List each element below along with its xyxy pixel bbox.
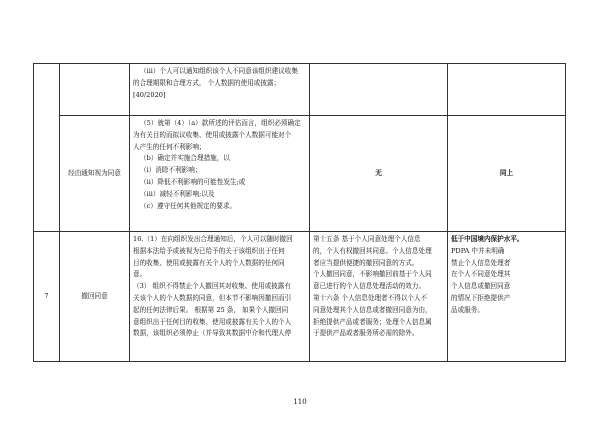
note-line: 个人信息或撤回同意 [451,282,511,291]
comparison-note-cell: 同上 [448,116,566,232]
row-title-cell: 经由通知视为同意 [60,116,130,232]
provision-line: 为有关目的而拟议收集、使用或披露个人数据可能对个 [133,130,292,139]
provision-line: 16.（1）在向组织发出合理通知后，个人可以随时撤回 [133,235,293,243]
row-number-cell: 7 [34,232,60,362]
comparison-note-cell [448,232,566,362]
provision-line: 第十六条 个人信息处理者不得以个人不 [313,293,428,302]
singapore-provision-cell [130,232,310,362]
provision-line: （ii）降低不利影响的可能性发生;或 [140,177,246,186]
china-provision-cell [310,232,448,362]
provision-line: 拒绝提供产品或者服务；处理个人信息属 [313,317,432,326]
note-line: 禁止个人信息处理者 [451,258,511,267]
provision-line: 于提供产品或者服务所必需的除外。 [313,329,419,338]
provision-line: 关该个人的个人数据的同意，但本节不影响因撤回而引 [133,293,292,302]
provision-line: （iii）减轻不利影响;以及 [140,189,215,198]
table-row [34,232,566,362]
note-emphasis: 低于中国境内保护水平。 [451,235,524,243]
provision-line: 目的收集、使用或披露有关个人的个人数据的任何同 [133,258,285,267]
provision-line: （5）就第（4）（a）款所述的评估而言，组织必须确定 [140,119,301,127]
provision-line: 人产生的任何不利影响； [133,142,206,151]
provision-line: （i）消除不利影响； [140,166,202,175]
provision-line: 意组织出于任何目的收集、使用或披露有关个人的个人 [133,317,292,326]
provision-line: 个人撤回同意，不影响撤回前基于个人同 [313,270,432,279]
provision-line: 起的任何法律后果。 根据第 25 条， 如果个人撤回同 [133,305,289,314]
provision-line: （3） 组织不得禁止个人撤回其对收集、使用或披露有 [133,282,291,291]
table-row [34,64,566,116]
provision-line: [40/2020] [133,90,166,99]
provision-line: （b）确定并实施合理措施，以 [140,154,230,163]
provision-line: 的，个人有权撤回其同意。个人信息处理 [313,246,432,255]
singapore-provision-cell [130,64,310,116]
singapore-provision-cell [130,116,310,232]
provision-line: 意已进行的个人信息处理活动的效力。 [313,282,426,291]
note-line: PDPA 中并未明确 [451,246,505,255]
provision-line: 根据本法给予或被视为已给予的关于该组织出于任何 [133,246,285,255]
provision-line: 数据，该组织必须停止（并导致其数据中介和代理人停 [133,329,292,338]
provision-line: 同意处理其个人信息或者撤回同意为由， [313,305,432,314]
page-number: 110 [293,398,307,406]
row-title-cell [60,64,130,116]
table-row [34,116,566,232]
note-line: 品或服务。 [451,305,484,314]
note-line: 在个人不同意处理其 [451,270,511,279]
china-provision-cell: 无 [310,116,448,232]
china-provision-cell [310,64,448,116]
provision-line: 第十五条 基于个人同意处理个人信息 [313,235,421,243]
row-number-cell [34,64,60,232]
provision-line: （c）遵守任何其他规定的要求。 [140,201,237,210]
provision-line: （iii）个人可以通知组织该个人不同意该组织建议收集 [140,67,298,75]
note-line: 的情况下拒绝提供产 [451,293,511,302]
provision-line: 者应当提供便捷的撤回同意的方式。 [313,258,419,267]
provision-line: 的合理期限和合理方式， 个人数据的使用或披露； [133,78,281,87]
provision-line: 意。 [133,270,147,279]
row-title-cell: 撤回同意 [60,232,130,362]
comparison-table [33,63,566,362]
comparison-note-cell [448,64,566,116]
